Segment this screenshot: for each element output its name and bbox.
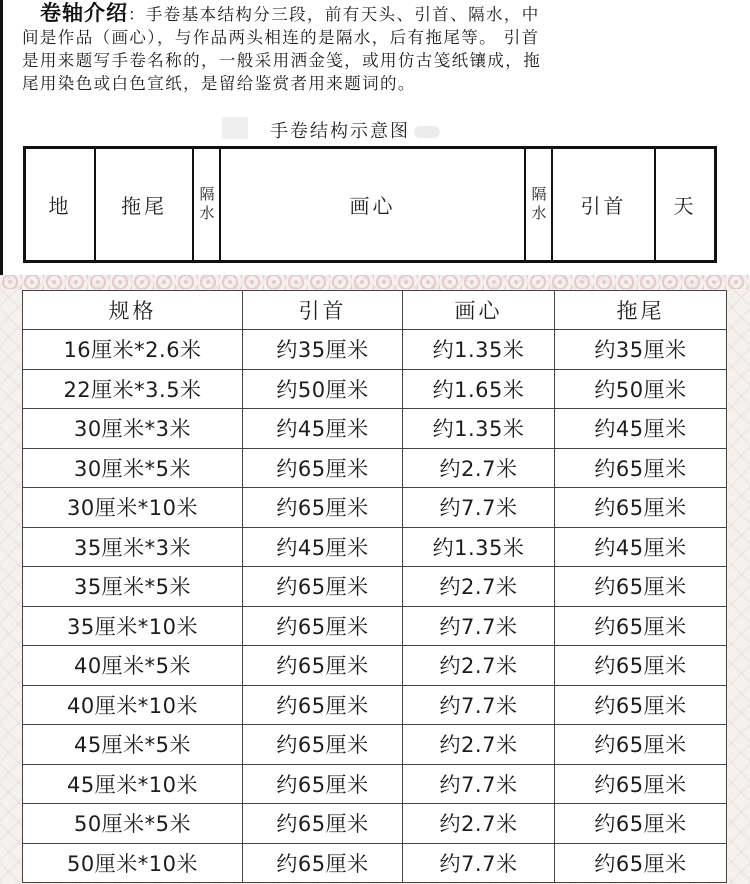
header-tuowei: 拖尾 [555,291,727,330]
segment-tuowei: 拖尾 [96,149,194,260]
cell-huaxin: 约7.7米 [403,843,555,883]
scroll-structure-diagram [23,146,717,263]
cell-tuowei: 约65厘米 [555,725,727,765]
cell-huaxin: 约7.7米 [403,764,555,804]
header-size: 规格 [23,291,243,330]
cell-huaxin: 约2.7米 [403,646,555,686]
intro-text-line: 尾用染色或白色宣纸，是留给鉴赏者用来题词的。 [22,74,416,93]
spec-table-area [0,275,750,884]
cell-tuowei: 约65厘米 [555,448,727,488]
cell-tuowei: 约50厘米 [555,369,727,409]
cell-size: 30厘米*5米 [23,448,243,488]
intro-text-line: 是用来题写手卷名称的，一般采用洒金笺，或用仿古笺纸镶成，拖 [22,51,542,70]
spec-table-body [23,330,727,883]
cell-tuowei: 约65厘米 [555,843,727,883]
cell-yinshou: 约65厘米 [243,646,403,686]
table-row [23,448,727,488]
cell-size: 40厘米*10米 [23,685,243,725]
cell-size: 35厘米*5米 [23,567,243,607]
caption-bleed-mark [414,126,440,138]
cell-tuowei: 约35厘米 [555,330,727,370]
caption-artifact [222,117,248,139]
cell-tuowei: 约65厘米 [555,764,727,804]
intro-paragraph [22,2,722,95]
intro-text-line: ：手卷基本结构分三段，前有天头、引首、隔水，中 [128,5,540,24]
cell-yinshou: 约45厘米 [243,527,403,567]
cell-yinshou: 约65厘米 [243,804,403,844]
cell-yinshou: 约35厘米 [243,330,403,370]
cell-size: 45厘米*10米 [23,764,243,804]
left-border-bar [0,0,3,275]
table-row [23,843,727,883]
segment-geshui-label: 隔水 [197,185,216,224]
table-row [23,764,727,804]
spec-table [22,290,727,883]
table-row [23,330,727,370]
table-row [23,804,727,844]
segment-huaxin: 画心 [221,149,526,260]
cell-size: 35厘米*10米 [23,606,243,646]
decorative-border-strip [0,275,750,289]
cell-yinshou: 约50厘米 [243,369,403,409]
cell-tuowei: 约65厘米 [555,685,727,725]
intro-line-1 [22,2,722,26]
cell-tuowei: 约45厘米 [555,527,727,567]
cell-tuowei: 约65厘米 [555,646,727,686]
table-row [23,606,727,646]
cell-yinshou: 约65厘米 [243,606,403,646]
cell-size: 35厘米*3米 [23,527,243,567]
table-row [23,409,727,449]
cell-yinshou: 约65厘米 [243,685,403,725]
cell-tuowei: 约45厘米 [555,409,727,449]
header-huaxin: 画心 [403,291,555,330]
cell-size: 16厘米*2.6米 [23,330,243,370]
cell-yinshou: 约65厘米 [243,843,403,883]
segment-geshui-label: 隔水 [529,185,548,224]
table-row [23,685,727,725]
table-row [23,725,727,765]
segment-di: 地 [26,149,96,260]
cell-yinshou: 约65厘米 [243,448,403,488]
table-row [23,646,727,686]
table-row [23,567,727,607]
cell-huaxin: 约7.7米 [403,685,555,725]
cell-tuowei: 约65厘米 [555,606,727,646]
cell-yinshou: 约65厘米 [243,567,403,607]
cell-size: 45厘米*5米 [23,725,243,765]
cell-huaxin: 约1.35米 [403,527,555,567]
cell-size: 50厘米*5米 [23,804,243,844]
segment-geshui-left [194,149,221,260]
cell-huaxin: 约1.35米 [403,409,555,449]
segment-yinshou: 引首 [553,149,656,260]
cell-huaxin: 约7.7米 [403,606,555,646]
cell-huaxin: 约2.7米 [403,804,555,844]
table-row [23,527,727,567]
intro-title: 卷轴介绍 [40,1,128,25]
cell-tuowei: 约65厘米 [555,488,727,528]
cell-huaxin: 约1.35米 [403,330,555,370]
cell-size: 22厘米*3.5米 [23,369,243,409]
header-yinshou: 引首 [243,291,403,330]
diagram-caption [270,117,440,143]
segment-tian: 天 [673,194,697,218]
cell-size: 30厘米*10米 [23,488,243,528]
cell-size: 40厘米*5米 [23,646,243,686]
cell-tuowei: 约65厘米 [555,804,727,844]
cell-huaxin: 约2.7米 [403,725,555,765]
cell-huaxin: 约2.7米 [403,567,555,607]
cell-huaxin: 约1.65米 [403,369,555,409]
cell-tuowei: 约65厘米 [555,567,727,607]
table-header-row [23,291,727,330]
cell-huaxin: 约7.7米 [403,488,555,528]
diagram-caption-text: 手卷结构示意图 [270,121,410,142]
table-row [23,369,727,409]
cell-yinshou: 约65厘米 [243,764,403,804]
cell-yinshou: 约65厘米 [243,725,403,765]
cell-size: 50厘米*10米 [23,843,243,883]
cell-yinshou: 约65厘米 [243,488,403,528]
cell-size: 30厘米*3米 [23,409,243,449]
segment-geshui-right [526,149,553,260]
cell-huaxin: 约2.7米 [403,448,555,488]
table-row [23,488,727,528]
intro-text-line: 间是作品（画心），与作品两头相连的是隔水，后有拖尾等。 引首 [22,28,540,47]
cell-yinshou: 约45厘米 [243,409,403,449]
